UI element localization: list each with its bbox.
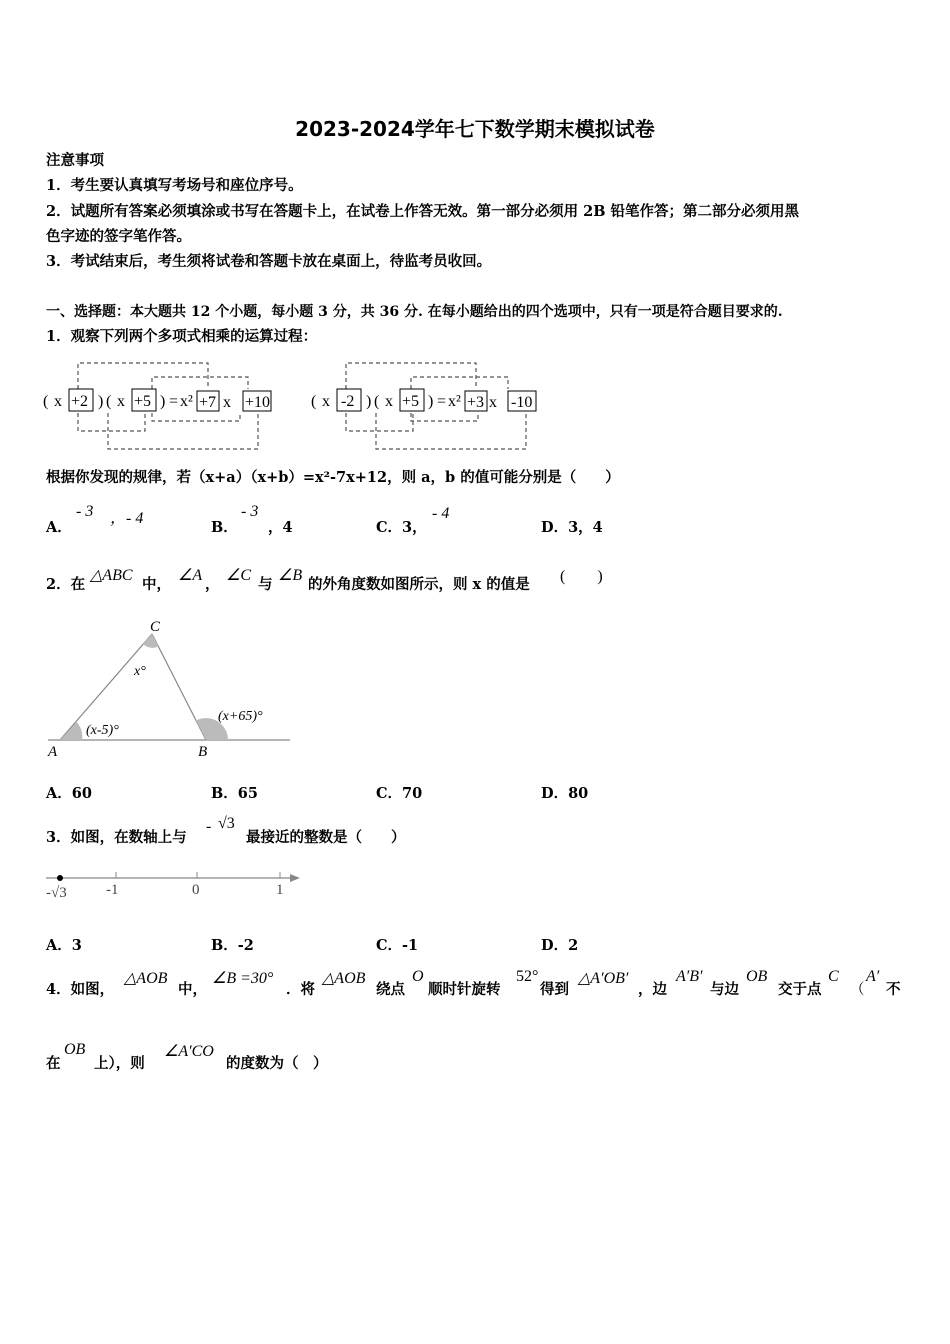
svg-text:x: x <box>322 393 330 410</box>
notice-heading: 注意事项 <box>46 152 104 169</box>
notice-item: 色字迹的签字笔作答。 <box>46 228 191 245</box>
q3-stem-pre: 3．如图，在数轴上与 <box>46 829 187 846</box>
vertex-c-label: C <box>150 619 161 635</box>
q1-figure-left <box>40 355 280 455</box>
angle-b-label: (x+65)° <box>218 709 263 724</box>
svg-text:-1: -1 <box>106 882 119 898</box>
svg-text:x: x <box>117 393 125 410</box>
page-title: 2023-2024学年七下数学期末模拟试卷 <box>295 117 655 141</box>
svg-text:(: ( <box>374 393 380 410</box>
q4-stem-pre: 4．如图， <box>46 981 115 998</box>
svg-text:(: ( <box>106 393 112 410</box>
notice-item: 2．试题所有答案必须填涂或书写在答题卡上，在试卷上作答无效。第一部分必须用 2B 铅笔作答；第二部分必须用黑 <box>46 203 800 220</box>
notice-item: 3．考试结束后，考生须将试卷和答题卡放在桌面上，待监考员收回。 <box>46 253 492 270</box>
angle-a-label: (x-5)° <box>86 723 119 738</box>
q1-option-c: C．3， <box>376 519 427 536</box>
svg-text:): ) <box>428 393 434 410</box>
svg-text:-√3: -√3 <box>46 885 67 901</box>
q2-option-b: B．65 <box>211 785 258 802</box>
svg-text:(: ( <box>311 393 317 410</box>
q1-eq1-b: +5 <box>134 393 152 410</box>
notice-item: 1．考生要认真填写考场号和座位序号。 <box>46 177 303 194</box>
vertex-a-label: A <box>48 744 58 760</box>
q3-option-c: C．-1 <box>376 937 419 954</box>
q2-stem-pre: 2．在 <box>46 576 86 593</box>
q2-triangle-figure <box>40 618 300 763</box>
svg-text:x: x <box>385 393 393 410</box>
svg-text:0: 0 <box>192 882 200 898</box>
q1-eq1-c: +7 <box>199 394 217 411</box>
q1-option-d: D．3，4 <box>541 519 603 536</box>
section-heading: 一、选择题：本大题共 12 个小题，每小题 3 分，共 36 分. 在每小题给出的四个选项中，只有一项是符合题目要求的. <box>46 304 783 320</box>
q1-stem: 1．观察下列两个多项式相乘的运算过程： <box>46 328 318 345</box>
q2-option-a: A．60 <box>46 785 92 802</box>
svg-text:x: x <box>489 394 497 411</box>
q1-eq1-a: +2 <box>71 393 89 410</box>
q3-number-line <box>40 864 310 904</box>
q1-eq2-c: +3 <box>467 394 485 411</box>
q2-option-d: D．80 <box>541 785 589 802</box>
q1-question: 根据你发现的规律，若（x+a）（x+b）=x²-7x+12，则 a，b 的值可能分别是（ ） <box>46 469 620 486</box>
q1-eq2-a: -2 <box>341 393 355 410</box>
svg-text:=: = <box>169 393 179 410</box>
q1-eq2-d: -10 <box>511 394 533 411</box>
q3-option-a: A．3 <box>46 937 82 954</box>
svg-text:): ) <box>160 393 166 410</box>
q4-line2: 在 <box>46 1055 61 1072</box>
svg-text:x²: x² <box>180 393 193 410</box>
svg-text:): ) <box>98 393 104 410</box>
svg-text:1: 1 <box>276 882 284 898</box>
svg-text:=: = <box>437 393 447 410</box>
q1-option-b: B． <box>211 519 238 536</box>
q2-option-c: C．70 <box>376 785 423 802</box>
q1-eq2-b: +5 <box>402 393 420 410</box>
svg-text:x: x <box>223 394 231 411</box>
vertex-b-label: B <box>198 744 208 760</box>
svg-text:x²: x² <box>448 393 461 410</box>
q1-eq1-d: +10 <box>245 394 271 411</box>
x-var: x <box>54 393 62 410</box>
svg-text:(: ( <box>43 393 49 410</box>
angle-c-label: x° <box>134 664 146 679</box>
q1-option-a: A． <box>46 519 72 536</box>
q3-option-d: D．2 <box>541 937 579 954</box>
svg-text:): ) <box>366 393 372 410</box>
q1-figure-right <box>308 355 548 455</box>
q3-option-b: B．-2 <box>211 937 254 954</box>
